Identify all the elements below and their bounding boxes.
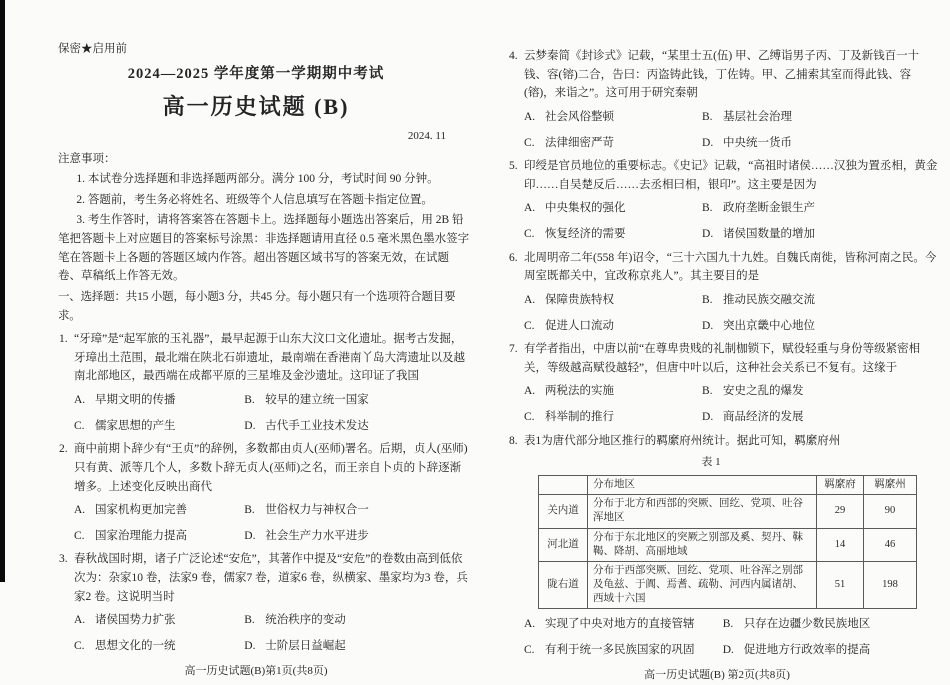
cell-area: 分布于东北地区的突厥之别部及奚、契丹、靺鞨、降胡、高丽地域 bbox=[588, 528, 817, 561]
notice-item-3: 3. 考生作答时，请将答案答在答题卡上。选择题每小题选出答案后，用 2B 铅笔把答题卡上对应题目的答案标号涂黑：非选择题请用直径 0.5 毫米黑色墨水签字笔在答题卡上各题的答题区域内作答。超出答题区域书写的答案无效，在试题卷、草稿纸上作答无效。 bbox=[58, 214, 470, 283]
jimi-prefectures-table bbox=[538, 475, 917, 609]
table-caption: 表 1 bbox=[701, 456, 721, 469]
option-label: B. bbox=[702, 293, 713, 306]
option-label: D. bbox=[702, 228, 714, 240]
option-label: A. bbox=[524, 202, 536, 215]
option-text: 促进地方行政效率的提高 bbox=[743, 644, 871, 657]
option-d bbox=[244, 417, 470, 436]
option-label: C. bbox=[524, 136, 535, 149]
header-cell: 羁縻州 bbox=[864, 476, 917, 495]
cell-area: 分布于北方和西部的突厥、回纥、党项、吐谷浑地区 bbox=[588, 495, 817, 528]
option-label: C. bbox=[524, 228, 535, 240]
option-label: B. bbox=[244, 504, 255, 517]
option-label: B. bbox=[702, 202, 713, 215]
option-text: 恢复经济的需要 bbox=[545, 228, 626, 240]
option-text: 实现了中央对地方的直接管辖 bbox=[545, 618, 695, 631]
option-text: 科举制的推行 bbox=[545, 411, 614, 423]
option-c bbox=[524, 225, 702, 244]
option-c bbox=[74, 417, 244, 436]
option-label: C. bbox=[74, 529, 85, 542]
option-label: D. bbox=[702, 319, 714, 332]
question-3 bbox=[42, 550, 470, 655]
cell-zhou: 198 bbox=[864, 561, 917, 609]
option-text: 法律细密严苛 bbox=[545, 136, 614, 149]
option-text: 安史之乱的爆发 bbox=[723, 385, 804, 398]
option-label: C. bbox=[74, 639, 85, 652]
option-text: 世俗权力与神权合一 bbox=[265, 504, 369, 517]
option-label: B. bbox=[702, 110, 713, 123]
option-label: C. bbox=[524, 644, 535, 657]
option-text: 基层社会治理 bbox=[723, 110, 793, 123]
option-text: 儒家思想的产生 bbox=[95, 419, 176, 432]
option-text: 只存在边疆少数民族地区 bbox=[743, 618, 871, 631]
section-heading: 一、选择题：共15 小题，每小题3 分，共45 分。每小题只有一个选项符合题目要求。 bbox=[58, 290, 456, 322]
question-number: 3. bbox=[59, 553, 68, 566]
page-2-footer: 高一历史试题(B) 第2页(共8页) bbox=[644, 668, 790, 681]
option-label: D. bbox=[244, 419, 256, 432]
question-stem: 商中前期卜辞少有“王贞”的辞例，多数都由贞人(巫师)署名。后期，贞人(巫师)只有黄、派等几个人，多数卜辞无贞人(巫师)之名，而王亲自卜贞的卜辞逐渐增多。上述变化反映出商代 bbox=[74, 443, 468, 493]
option-label: A. bbox=[524, 385, 536, 398]
option-c bbox=[524, 134, 702, 153]
option-b bbox=[244, 611, 470, 630]
option-d bbox=[702, 408, 938, 427]
option-a bbox=[74, 391, 244, 410]
exam-session-title: 2024—2025 学年度第一学期期中考试 bbox=[127, 65, 385, 82]
question-number: 2. bbox=[59, 443, 68, 456]
cell-fu: 51 bbox=[817, 561, 864, 609]
option-label: D. bbox=[722, 644, 734, 657]
option-a bbox=[74, 611, 244, 630]
option-a bbox=[524, 291, 702, 310]
option-text: 中央统一货币 bbox=[723, 136, 793, 149]
option-b bbox=[244, 391, 470, 410]
option-text: 统治秩序的变动 bbox=[265, 614, 346, 627]
notice-heading: 注意事项： bbox=[58, 152, 116, 165]
option-label: C. bbox=[524, 319, 535, 332]
option-text: 社会风俗整顿 bbox=[545, 110, 614, 123]
cell-region: 河北道 bbox=[539, 528, 588, 561]
option-d bbox=[702, 225, 938, 244]
option-c bbox=[74, 527, 244, 546]
table-header-row bbox=[539, 476, 917, 495]
option-text: 中央集权的强化 bbox=[545, 202, 626, 215]
option-label: A. bbox=[524, 293, 536, 306]
option-b bbox=[702, 199, 938, 218]
option-d bbox=[723, 641, 938, 660]
option-text: 促进人口流动 bbox=[545, 319, 614, 332]
option-d bbox=[244, 637, 470, 656]
option-text: 思想文化的一统 bbox=[95, 639, 176, 652]
option-label: D. bbox=[244, 639, 256, 652]
option-a bbox=[74, 501, 244, 520]
option-text: 诸侯国数量的增加 bbox=[723, 228, 816, 240]
option-text: 士阶层日益崛起 bbox=[265, 639, 346, 652]
option-label: D. bbox=[702, 136, 714, 149]
option-b bbox=[244, 501, 470, 520]
option-d bbox=[702, 134, 938, 153]
option-text: 社会生产力水平进步 bbox=[265, 529, 369, 542]
option-text: 两税法的实施 bbox=[545, 385, 614, 398]
table-row bbox=[539, 495, 917, 528]
question-8 bbox=[496, 432, 938, 660]
question-6 bbox=[496, 249, 938, 336]
question-number: 8. bbox=[509, 434, 518, 447]
option-label: A. bbox=[74, 394, 86, 407]
option-text: 商品经济的发展 bbox=[723, 411, 804, 423]
option-label: A. bbox=[524, 110, 536, 123]
option-b bbox=[723, 615, 938, 634]
question-stem: 有学者指出，中唐以前“在尊卑贵贱的礼制枷锁下，赋役轻重与身份等级紧密相关，等级越高赋役越轻”，但唐中叶以后，这种社会关系已不复有。这缘于 bbox=[524, 343, 921, 374]
option-label: B. bbox=[702, 385, 713, 398]
option-text: 推动民族交融交流 bbox=[723, 293, 816, 306]
option-d bbox=[702, 317, 938, 336]
question-4 bbox=[496, 47, 938, 152]
option-b bbox=[702, 108, 938, 127]
page-title: 高一历史试题 (B) bbox=[162, 94, 350, 120]
option-c bbox=[524, 408, 702, 427]
header-cell bbox=[539, 476, 588, 495]
option-a bbox=[524, 199, 702, 218]
header-cell: 分布地区 bbox=[588, 476, 817, 495]
option-text: 早期文明的传播 bbox=[95, 394, 176, 407]
option-a bbox=[524, 108, 702, 127]
exam-date: 2024. 11 bbox=[407, 129, 446, 142]
option-label: A. bbox=[74, 614, 86, 627]
question-number: 7. bbox=[509, 343, 518, 356]
option-label: D. bbox=[702, 411, 714, 423]
page-1-column bbox=[42, 40, 470, 680]
question-stem: 春秋战国时期，诸子广泛论述“安危”，其著作中提及“安危”的卷数由高到低依次为：杂家10 卷，法家9 卷，儒家7 卷，道家6 卷，纵横家、墨家均为3 卷，兵家2 卷。这说明当时 bbox=[74, 553, 468, 603]
option-text: 国家机构更加完善 bbox=[95, 504, 187, 517]
question-stem: “牙璋”是“起军旅的玉礼器”，最早起源于山东大汶口文化遗址。据考古发掘，牙璋出土范围，最北端在陕北石峁遗址，最南端在香港南丫岛大湾遗址以及越南北部地区，最西端在成都平原的三星堆及金沙遗址。这印证了我国 bbox=[74, 333, 465, 383]
question-number: 1. bbox=[59, 333, 68, 346]
option-text: 有利于统一多民族国家的巩固 bbox=[545, 644, 695, 657]
notice-item-1: 1. 本试卷分选择题和非选择题两部分。满分 100 分，考试时间 90 分钟。 bbox=[76, 173, 439, 186]
question-stem: 印绶是官员地位的重要标志。《史记》记载，“高祖时诸侯……汉独为置丞相，黄金印……自吴楚反后……去丞相曰相，银印”。这主要是因为 bbox=[524, 160, 938, 191]
option-text: 突出京畿中心地位 bbox=[723, 319, 816, 332]
cell-fu: 14 bbox=[817, 528, 864, 561]
option-text: 诸侯国势力扩张 bbox=[95, 614, 176, 627]
option-text: 政府垄断金银生产 bbox=[723, 202, 816, 215]
option-c bbox=[524, 317, 702, 336]
option-a bbox=[524, 382, 702, 401]
cell-fu: 29 bbox=[817, 495, 864, 528]
question-number: 5. bbox=[509, 160, 518, 173]
question-2 bbox=[42, 440, 470, 545]
option-label: A. bbox=[524, 618, 536, 631]
cell-zhou: 90 bbox=[864, 495, 917, 528]
option-label: B. bbox=[244, 614, 255, 627]
page-1-footer: 高一历史试题(B)第1页(共8页) bbox=[184, 664, 328, 677]
option-c bbox=[74, 637, 244, 656]
header-cell: 羁縻府 bbox=[817, 476, 864, 495]
question-7 bbox=[496, 340, 938, 427]
page-2-column bbox=[496, 42, 938, 685]
cell-region: 关内道 bbox=[539, 495, 588, 528]
option-c bbox=[524, 641, 723, 660]
option-text: 较早的建立统一国家 bbox=[265, 394, 369, 407]
notice-item-2: 2. 答题前，考生务必将姓名、班级等个人信息填写在答题卡指定位置。 bbox=[76, 193, 433, 206]
cell-region: 陇右道 bbox=[539, 561, 588, 609]
question-5 bbox=[496, 157, 938, 244]
option-label: B. bbox=[722, 618, 734, 631]
option-text: 国家治理能力提高 bbox=[95, 529, 187, 542]
option-label: C. bbox=[524, 411, 535, 423]
table-row bbox=[539, 528, 917, 561]
option-text: 古代手工业技术发达 bbox=[265, 419, 369, 432]
option-d bbox=[244, 527, 470, 546]
question-number: 6. bbox=[509, 251, 518, 264]
option-text: 保障贵族特权 bbox=[545, 293, 614, 306]
option-label: C. bbox=[74, 419, 85, 432]
question-stem: 北周明帝二年(558 年)诏令，“三十六国九十九姓。自魏氏南徙，皆称河南之民。今周室既都关中，宜改称京兆人”。其主要目的是 bbox=[524, 251, 937, 283]
question-1 bbox=[42, 330, 470, 435]
question-stem: 云梦秦简《封诊式》记载，“某里士五(伍) 甲、乙缚诣男子丙、丁及新钱百一十钱、容(镕)二合，告曰：丙盗铸此钱，丁佐铸。甲、乙捕索其室而得此钱、容(镕)，来诣之”。这可用于研究秦朝 bbox=[524, 50, 920, 100]
question-number: 4. bbox=[509, 50, 518, 62]
secrecy-label: 保密★启用前 bbox=[58, 43, 127, 55]
option-label: B. bbox=[244, 394, 255, 407]
cell-zhou: 46 bbox=[864, 528, 917, 561]
question-stem: 表1为唐代部分地区推行的羁縻府州统计。据此可知，羁縻府州 bbox=[524, 434, 841, 447]
option-a bbox=[524, 615, 723, 634]
option-b bbox=[702, 291, 938, 310]
option-label: A. bbox=[74, 504, 86, 517]
option-b bbox=[702, 382, 938, 401]
table-row bbox=[539, 561, 917, 609]
scan-edge-artifact bbox=[0, 0, 5, 582]
option-label: D. bbox=[244, 529, 256, 542]
cell-area: 分布于西部突厥、回纥、党项、吐谷浑之别部及龟兹、于阗、焉耆、疏勒、河西内属诸胡、西域十六国 bbox=[588, 561, 817, 609]
